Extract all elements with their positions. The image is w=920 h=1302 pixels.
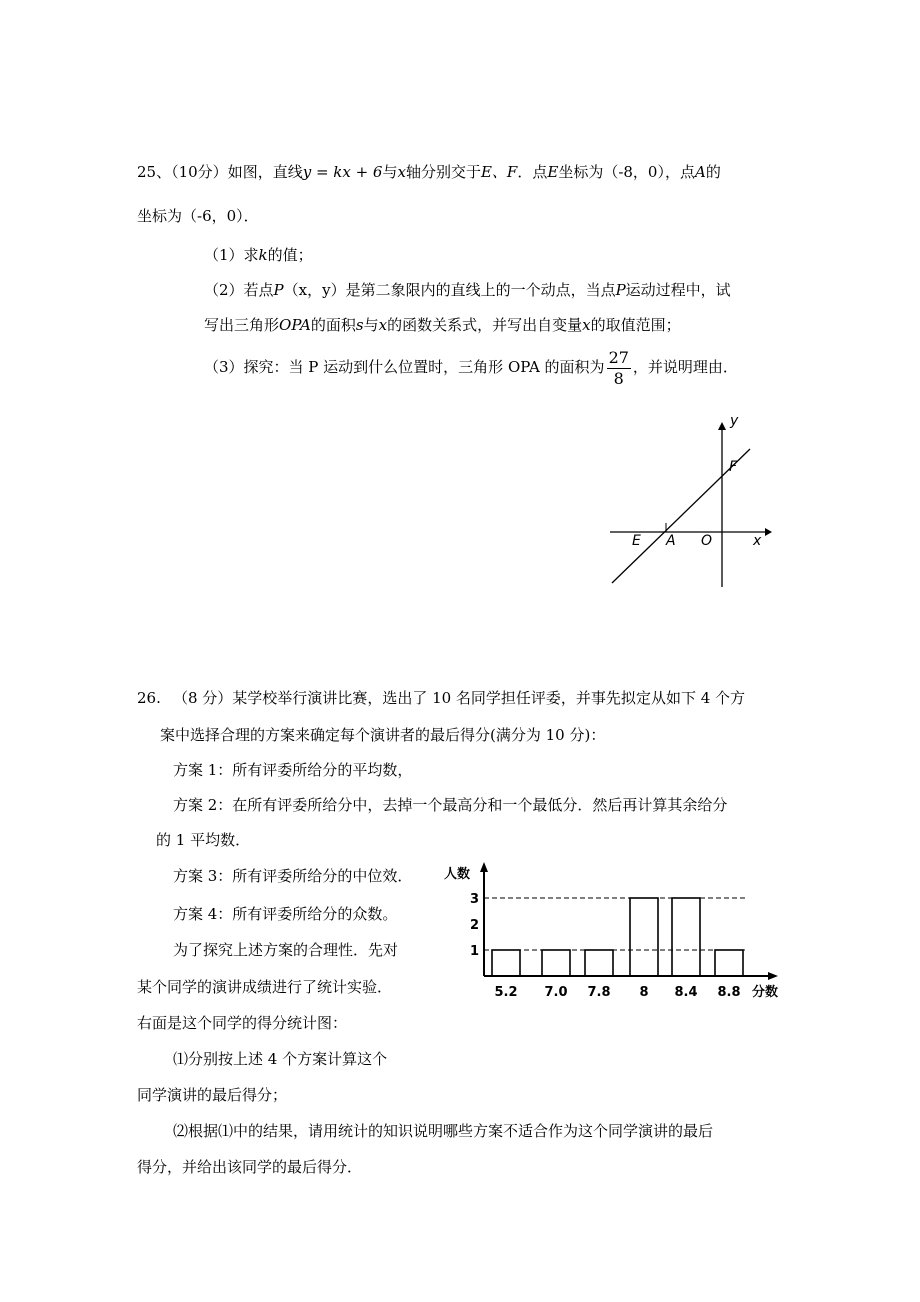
- chart-bar: [585, 950, 613, 976]
- chart-x-arrow-icon: [768, 972, 778, 980]
- x-axis-arrow-icon: [765, 528, 772, 536]
- q25-text: ，并说明理由．: [632, 358, 738, 376]
- q25-line-1: [137, 162, 721, 182]
- chart-ytick-label: 2: [470, 918, 480, 933]
- q26-explore-1: 为了探究上述方案的合理性．先对: [173, 941, 399, 959]
- chart-bar: [715, 950, 743, 976]
- q25-text: 运动过程中，试: [625, 281, 731, 299]
- q25-text: 的值；: [267, 246, 313, 264]
- q26-plan-3: 方案 3：所有评委所给分的中位效．: [173, 867, 413, 885]
- q26-plan-2-cont: 的 1 平均数．: [156, 831, 251, 849]
- q26-line-2: 案中选择合理的方案来确定每个演讲者的最后得分(满分为 10 分)：: [160, 726, 606, 744]
- q25-part-2a: [204, 280, 731, 300]
- q25-part-3: [204, 345, 738, 389]
- fraction-27-8: [607, 348, 631, 389]
- fraction-numerator: 27: [608, 347, 629, 367]
- q25-var: P: [273, 281, 284, 299]
- chart-y-arrow-icon: [480, 862, 488, 872]
- coordinate-figure: [600, 405, 780, 595]
- chart-ytick-label: 1: [470, 944, 480, 959]
- label-a: A: [666, 533, 676, 549]
- q25-text: 写出三角形: [204, 316, 280, 334]
- q25-part-1: [204, 245, 313, 265]
- chart-xtick-label: 7.8: [587, 985, 611, 1000]
- q25-text: 的面积: [310, 316, 356, 334]
- q25-var: s: [355, 316, 364, 334]
- q25-var: A: [694, 163, 706, 181]
- q25-var: OPA: [279, 316, 311, 334]
- chart-xtick-label: 8: [639, 985, 649, 1000]
- chart-bar: [542, 950, 570, 976]
- q25-var: P: [615, 281, 626, 299]
- y-axis-arrow-icon: [718, 422, 726, 430]
- chart-xtick-label: 7.0: [544, 985, 568, 1000]
- chart-xtick-label: 8.8: [717, 985, 741, 1000]
- q25-var: x: [582, 316, 591, 334]
- q25-text: 坐标为（-8，0），点: [558, 163, 695, 181]
- q26-plan-2: 方案 2：在所有评委所给分中，去掉一个最高分和一个最低分．然后再计算其余给分: [173, 796, 728, 814]
- chart-bar: [492, 950, 520, 976]
- label-o: O: [701, 533, 713, 549]
- q25-var: k: [258, 246, 268, 264]
- q25-equation: y = kx + 6: [302, 163, 383, 181]
- q25-text: 如图，直线: [227, 163, 303, 181]
- chart-xlabel: 分数: [752, 985, 779, 1000]
- label-x: x: [753, 533, 762, 549]
- q26-plan-1: 方案 1：所有评委所给分的平均数，: [173, 761, 413, 779]
- q25-var: x: [397, 163, 406, 181]
- chart-xtick-label: 5.2: [494, 985, 518, 1000]
- q25-var: x: [378, 316, 388, 334]
- q25-text: 与: [363, 316, 379, 334]
- chart-ytick-label: 3: [470, 892, 480, 907]
- q26-explore-3: 右面是这个同学的得分统计图：: [137, 1014, 348, 1032]
- q25-text: 与: [382, 163, 398, 181]
- q25-text: （3）探究：当 P 运动到什么位置时，三角形 OPA 的面积为: [204, 358, 605, 376]
- q26-sub-1b: 同学演讲的最后得分；: [137, 1086, 288, 1104]
- q25-text: （1）求: [204, 246, 259, 264]
- q25-text: （x，y）是第二象限内的直线上的一个动点，当点: [283, 281, 616, 299]
- q26-explore-2: 某个同学的演讲成绩进行了统计实验．: [137, 978, 393, 996]
- q25-var: E、F: [480, 163, 518, 181]
- q26-sub-1a: ⑴分别按上述 4 个方案计算这个: [173, 1050, 388, 1068]
- q25-number: 25、（10分）: [137, 163, 228, 181]
- q26-sub-2b: 得分，并给出该同学的最后得分．: [137, 1158, 363, 1176]
- q26-number: 26.: [137, 689, 161, 707]
- q25-text: 的函数关系式，并写出自变量: [387, 316, 583, 334]
- chart-bar: [630, 898, 658, 976]
- chart-xtick-label: 8.4: [674, 985, 698, 1000]
- q26-sub-2a: ⑵根据⑴中的结果，请用统计的知识说明哪些方案不适合作为这个同学演讲的最后: [173, 1122, 714, 1140]
- q25-text: 的取值范围；: [590, 316, 681, 334]
- label-e: E: [632, 533, 641, 549]
- q25-var: E: [547, 163, 559, 181]
- chart-ylabel: 人数: [444, 867, 471, 882]
- q26-plan-4: 方案 4：所有评委所给分的众数。: [173, 905, 398, 923]
- label-f: F: [729, 459, 738, 475]
- label-y: y: [730, 413, 739, 429]
- q25-part-2b: [204, 315, 681, 335]
- q25-text: ．点: [517, 163, 548, 181]
- q25-text: 轴分别交于: [405, 163, 481, 181]
- chart-bar: [672, 898, 700, 976]
- score-bar-chart: [440, 858, 790, 1008]
- q26-line-1: [137, 688, 745, 708]
- q25-text: （2）若点: [204, 281, 274, 299]
- q25-line-2: 坐标为（-6，0）．: [137, 207, 259, 225]
- q25-text: 的: [705, 163, 721, 181]
- fraction-denominator: 8: [613, 368, 624, 388]
- q26-text: （8 分）某学校举行演讲比赛，选出了 10 名同学担任评委，并事先拟定从如下 4 个方: [173, 689, 746, 707]
